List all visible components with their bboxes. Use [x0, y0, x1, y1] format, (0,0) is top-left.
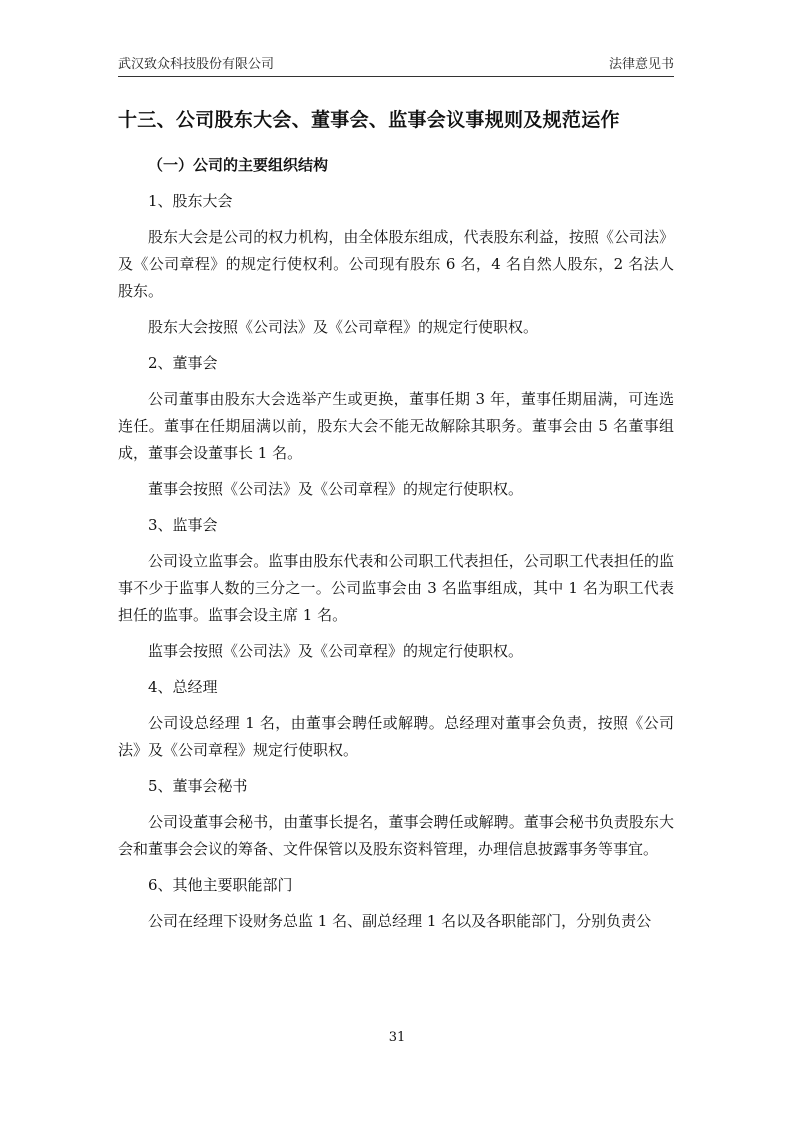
paragraph: 董事会按照《公司法》及《公司章程》的规定行使职权。 — [148, 480, 524, 498]
item-heading: 6、其他主要职能部门 — [148, 876, 293, 894]
paragraph: 公司设董事会秘书，由董事长提名，董事会聘任或解聘。董事会秘书负责股东大会和董事会会议的筹备、文件保管以及股东资料管理，办理信息披露事务等事宜。 — [118, 813, 674, 858]
paragraph: 股东大会是公司的权力机构，由全体股东组成，代表股东利益，按照《公司法》及《公司章程》的规定行使权利。公司现有股东 6 名，4 名自然人股东，2 名法人股东。 — [118, 228, 674, 300]
header-document-type: 法律意见书 — [608, 57, 674, 72]
item-heading: 1、股东大会 — [148, 192, 233, 210]
item-heading: 4、总经理 — [148, 678, 218, 696]
header-company-name: 武汉致众科技股份有限公司 — [118, 57, 275, 72]
paragraph: 公司董事由股东大会选举产生或更换，董事任期 3 年，董事任期届满，可连选连任。董事在任期届满以前，股东大会不能无故解除其职务。董事会由 5 名董事组成，董事会设董事长 1 名。 — [118, 390, 674, 462]
page-number: 31 — [388, 1030, 406, 1045]
header-divider — [118, 76, 674, 77]
subsection-title: （一）公司的主要组织结构 — [148, 156, 329, 174]
paragraph: 公司设总经理 1 名，由董事会聘任或解聘。总经理对董事会负责，按照《公司法》及《公司章程》规定行使职权。 — [118, 714, 674, 759]
item-heading: 5、董事会秘书 — [148, 777, 248, 795]
paragraph: 监事会按照《公司法》及《公司章程》的规定行使职权。 — [148, 642, 524, 660]
paragraph: 公司在经理下设财务总监 1 名、副总经理 1 名以及各职能部门，分别负责公 — [148, 912, 652, 930]
paragraph: 公司设立监事会。监事由股东代表和公司职工代表担任，公司职工代表担任的监事不少于监事人数的三分之一。公司监事会由 3 名监事组成，其中 1 名为职工代表担任的监事。监事会设主席 1 名。 — [118, 552, 674, 624]
item-heading: 2、董事会 — [148, 354, 218, 372]
page-header — [118, 53, 674, 73]
item-heading: 3、监事会 — [148, 516, 218, 534]
paragraph: 股东大会按照《公司法》及《公司章程》的规定行使职权。 — [148, 318, 539, 336]
document-body — [118, 152, 674, 944]
section-title: 十三、公司股东大会、董事会、监事会议事规则及规范运作 — [118, 109, 620, 131]
